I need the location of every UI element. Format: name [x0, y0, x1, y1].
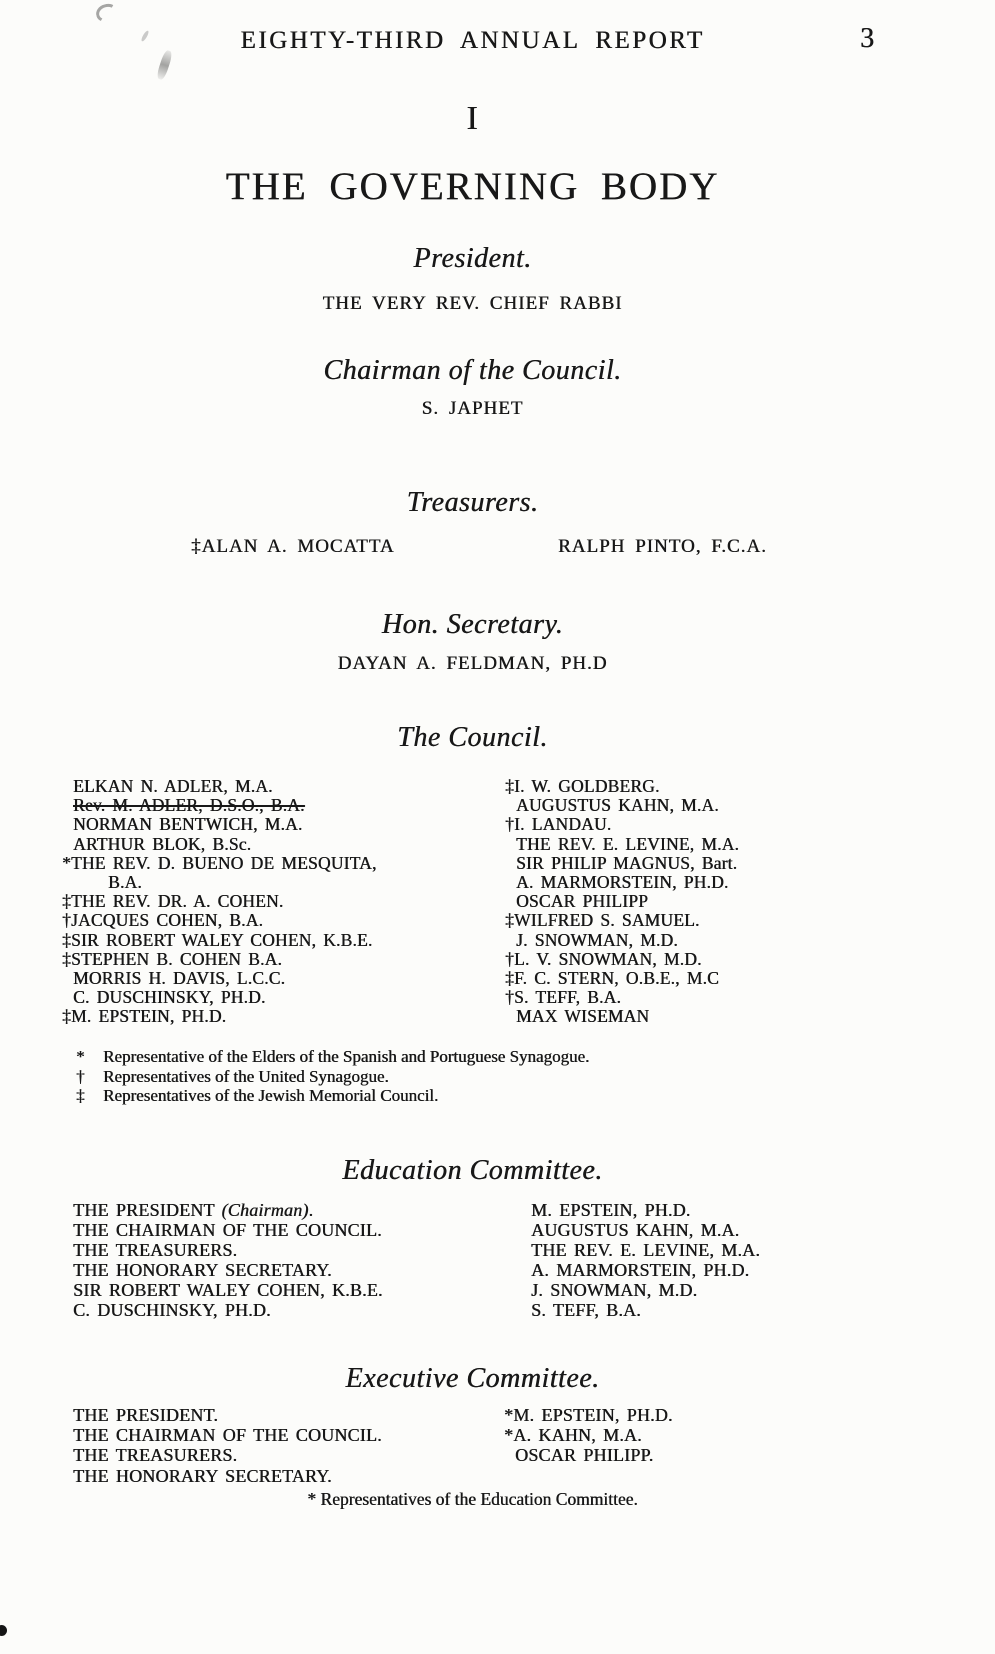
executive-committee-heading: Executive Committee. — [345, 1363, 600, 1394]
education-right-column — [520, 1201, 760, 1320]
council-member: †L. V. SNOWMAN, M.D. — [505, 948, 702, 969]
council-member: AUGUSTUS KAHN, M.A. — [516, 795, 719, 816]
committee-member: *A. KAHN, M.A. — [504, 1425, 642, 1446]
committee-member: THE CHAIRMAN OF THE COUNCIL. — [73, 1425, 382, 1446]
council-member: OSCAR PHILIPP — [516, 891, 649, 912]
committee-member: THE TREASURERS. — [73, 1445, 238, 1466]
council-member: ‡THE REV. DR. A. COHEN. — [62, 891, 284, 912]
hon-secretary-name: DAYAN A. FELDMAN, PH.D — [337, 653, 608, 674]
scan-artifact — [94, 1, 120, 24]
council-member: ‡M. EPSTEIN, PH.D. — [62, 1006, 227, 1027]
treasurer-names — [0, 536, 995, 562]
committee-member: C. DUSCHINSKY, PH.D. — [73, 1299, 271, 1320]
page-title: THE GOVERNING BODY — [225, 165, 720, 208]
council-member: Rev. M. ADLER, D.S.O., B.A. — [73, 795, 305, 816]
chairman-name: S. JAPHET — [421, 398, 524, 419]
council-member: ARTHUR BLOK, B.Sc. — [73, 833, 252, 854]
scan-artifact — [0, 1625, 7, 1636]
council-member: C. DUSCHINSKY, PH.D. — [73, 987, 266, 1008]
council-left-column — [62, 777, 376, 1027]
role-heading-treasurers: Treasurers. — [406, 487, 539, 518]
committee-member: J. SNOWMAN, M.D. — [531, 1279, 698, 1300]
committee-member: THE HONORARY SECRETARY. — [73, 1259, 332, 1280]
council-footnotes — [76, 1047, 589, 1106]
committee-member: *M. EPSTEIN, PH.D. — [504, 1405, 673, 1425]
committee-member: THE PRESIDENT (Chairman). — [73, 1200, 314, 1220]
page-number: 3 — [860, 23, 874, 54]
committee-member: THE HONORARY SECRETARY. — [73, 1465, 332, 1486]
role-heading-hon-secretary: Hon. Secretary. — [381, 609, 564, 640]
committee-member: A. MARMORSTEIN, PH.D. — [531, 1259, 750, 1280]
council-right-column — [505, 777, 739, 1027]
council-heading: The Council. — [397, 722, 548, 753]
council-member: †I. LANDAU. — [505, 814, 612, 835]
role-heading-president: President. — [413, 243, 532, 274]
council-member: ‡F. C. STERN, O.B.E., M.C — [505, 968, 719, 989]
council-member: ‡I. W. GOLDBERG. — [505, 776, 660, 796]
treasurer-name: ‡ALAN A. MOCATTA — [191, 536, 395, 557]
education-committee-heading: Education Committee. — [342, 1155, 603, 1186]
council-member: THE REV. E. LEVINE, M.A. — [516, 833, 739, 854]
footnote-symbol: † — [76, 1066, 85, 1086]
council-member: †JACQUES COHEN, B.A. — [62, 910, 264, 931]
executive-committee-footnote: * Representatives of the Education Committee. — [307, 1489, 638, 1509]
running-header-title: EIGHTY-THIRD ANNUAL REPORT — [240, 27, 705, 54]
role-heading-chairman: Chairman of the Council. — [323, 355, 622, 386]
section-number: I — [466, 100, 479, 137]
council-member: †S. TEFF, B.A. — [505, 987, 621, 1008]
council-member: MORRIS H. DAVIS, L.C.C. — [73, 968, 286, 989]
executive-right-column — [504, 1405, 673, 1466]
council-member: ‡WILFRED S. SAMUEL. — [505, 910, 700, 931]
council-member: SIR PHILIP MAGNUS, Bart. — [516, 852, 738, 873]
footnote — [76, 1047, 589, 1067]
council-member: NORMAN BENTWICH, M.A. — [73, 814, 303, 835]
committee-member: M. EPSTEIN, PH.D. — [531, 1200, 691, 1220]
council-member: ‡SIR ROBERT WALEY COHEN, K.B.E. — [62, 929, 373, 950]
council-member: B.A. — [108, 872, 142, 893]
council-member: MAX WISEMAN — [516, 1006, 650, 1027]
committee-member: OSCAR PHILIPP. — [515, 1445, 654, 1466]
committee-member: THE REV. E. LEVINE, M.A. — [531, 1239, 760, 1260]
council-member: ELKAN N. ADLER, M.A. — [73, 776, 273, 796]
education-left-column — [62, 1201, 383, 1320]
council-member: A. MARMORSTEIN, PH.D. — [516, 872, 729, 893]
footnote-symbol: ‡ — [76, 1086, 85, 1106]
committee-member: S. TEFF, B.A. — [531, 1299, 641, 1320]
committee-member: AUGUSTUS KAHN, M.A. — [531, 1219, 740, 1240]
executive-left-column — [62, 1405, 382, 1486]
footnote-text: Representatives of the Jewish Memorial Council. — [103, 1086, 439, 1106]
committee-member: THE TREASURERS. — [73, 1239, 238, 1260]
footnote — [76, 1067, 589, 1087]
committee-member: SIR ROBERT WALEY COHEN, K.B.E. — [73, 1279, 383, 1300]
president-name: THE VERY REV. CHIEF RABBI — [322, 293, 623, 314]
treasurer-name: RALPH PINTO, F.C.A. — [558, 536, 767, 557]
footnote-text: Representatives of the United Synagogue. — [103, 1066, 389, 1086]
committee-member: THE PRESIDENT. — [73, 1405, 218, 1425]
footnote-text: Representative of the Elders of the Spanish and Portuguese Synagogue. — [103, 1047, 590, 1066]
council-member: J. SNOWMAN, M.D. — [516, 929, 678, 950]
footnote-symbol: * — [76, 1047, 85, 1066]
committee-member: THE CHAIRMAN OF THE COUNCIL. — [73, 1219, 382, 1240]
footnote — [76, 1086, 589, 1106]
council-member: ‡STEPHEN B. COHEN B.A. — [62, 948, 282, 969]
council-member: *THE REV. D. BUENO DE MESQUITA, — [62, 852, 377, 873]
